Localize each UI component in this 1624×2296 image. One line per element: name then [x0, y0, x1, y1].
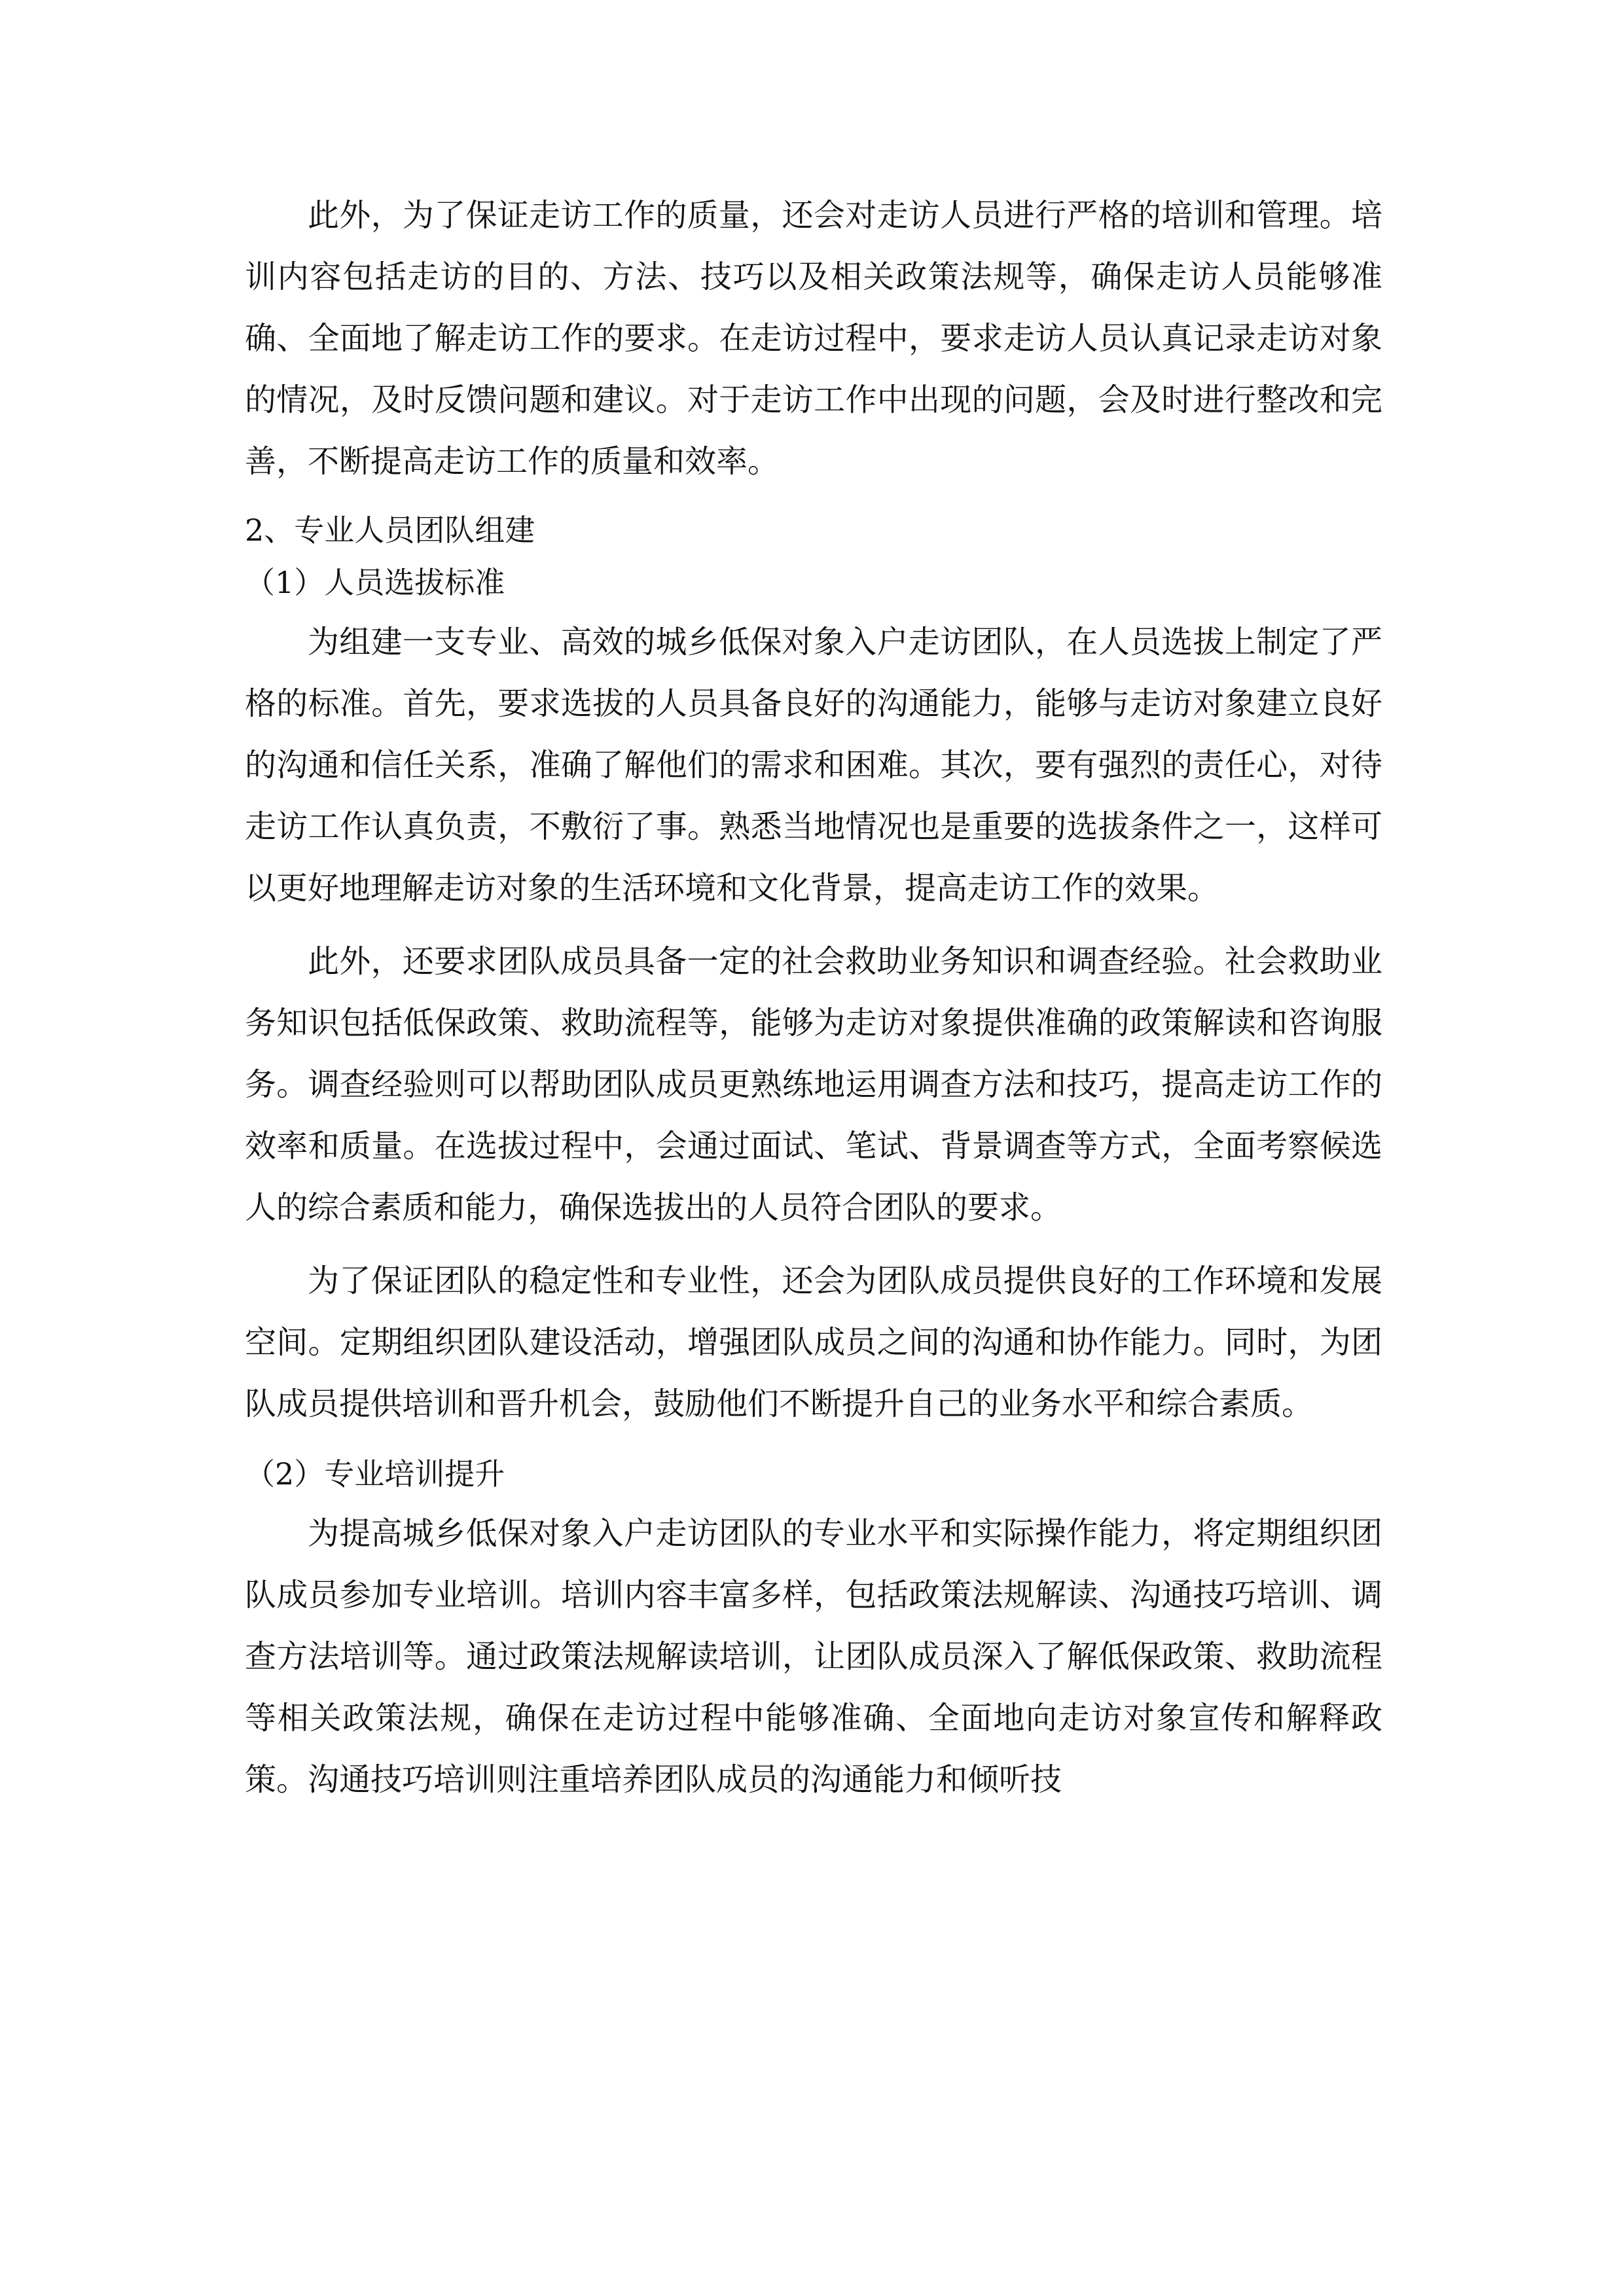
paragraph-team-stability: 为了保证团队的稳定性和专业性，还会为团队成员提供良好的工作环境和发展空间。定期组织团队建设活动，增强团队成员之间的沟通和协作能力。同时，为团队成员提供培训和晋升机会，鼓励他们不断提升自己的业务水平和综合素质。 [245, 1263, 1382, 1422]
document-body [245, 185, 1382, 1822]
paragraph-visit-quality: 此外，为了保证走访工作的质量，还会对走访人员进行严格的培训和管理。培训内容包括走访的目的、方法、技巧以及相关政策法规等，确保走访人员能够准确、全面地了解走访工作的要求。在走访过程中，要求走访人员认真记录走访对象的情况，及时反馈问题和建议。对于走访工作中出现的问题，会及时进行整改和完善，不断提高走访工作的质量和效率。 [245, 197, 1382, 480]
section-heading-team-building: 2、专业人员团队组建 [245, 512, 535, 548]
paragraph-training-content: 为提高城乡低保对象入户走访团队的专业水平和实际操作能力，将定期组织团队成员参加专业培训。培训内容丰富多样，包括政策法规解读、沟通技巧培训、调查方法培训等。通过政策法规解读培训，让团队成员深入了解低保政策、救助流程等相关政策法规，确保在走访过程中能够准确、全面地向走访对象宣传和解释政策。沟通技巧培训则注重培养团队成员的沟通能力和倾听技 [245, 1515, 1382, 1798]
subheading-professional-training: （2）专业培训提升 [245, 1456, 505, 1492]
paragraph-selection-standards: 为组建一支专业、高效的城乡低保对象入户走访团队，在人员选拔上制定了严格的标准。首先，要求选拔的人员具备良好的沟通能力，能够与走访对象建立良好的沟通和信任关系，准确了解他们的需求和困难。其次，要有强烈的责任心，对待走访工作认真负责，不敷衍了事。熟悉当地情况也是重要的选拔条件之一，这样可以更好地理解走访对象的生活环境和文化背景，提高走访工作的效果。 [245, 624, 1382, 906]
subheading-selection-criteria: （1）人员选拔标准 [245, 565, 505, 600]
paragraph-business-knowledge: 此外，还要求团队成员具备一定的社会救助业务知识和调查经验。社会救助业务知识包括低保政策、救助流程等，能够为走访对象提供准确的政策解读和咨询服务。调查经验则可以帮助团队成员更熟练地运用调查方法和技巧，提高走访工作的效率和质量。在选拔过程中，会通过面试、笔试、背景调查等方式，全面考察候选人的综合素质和能力，确保选拔出的人员符合团队的要求。 [245, 943, 1382, 1226]
